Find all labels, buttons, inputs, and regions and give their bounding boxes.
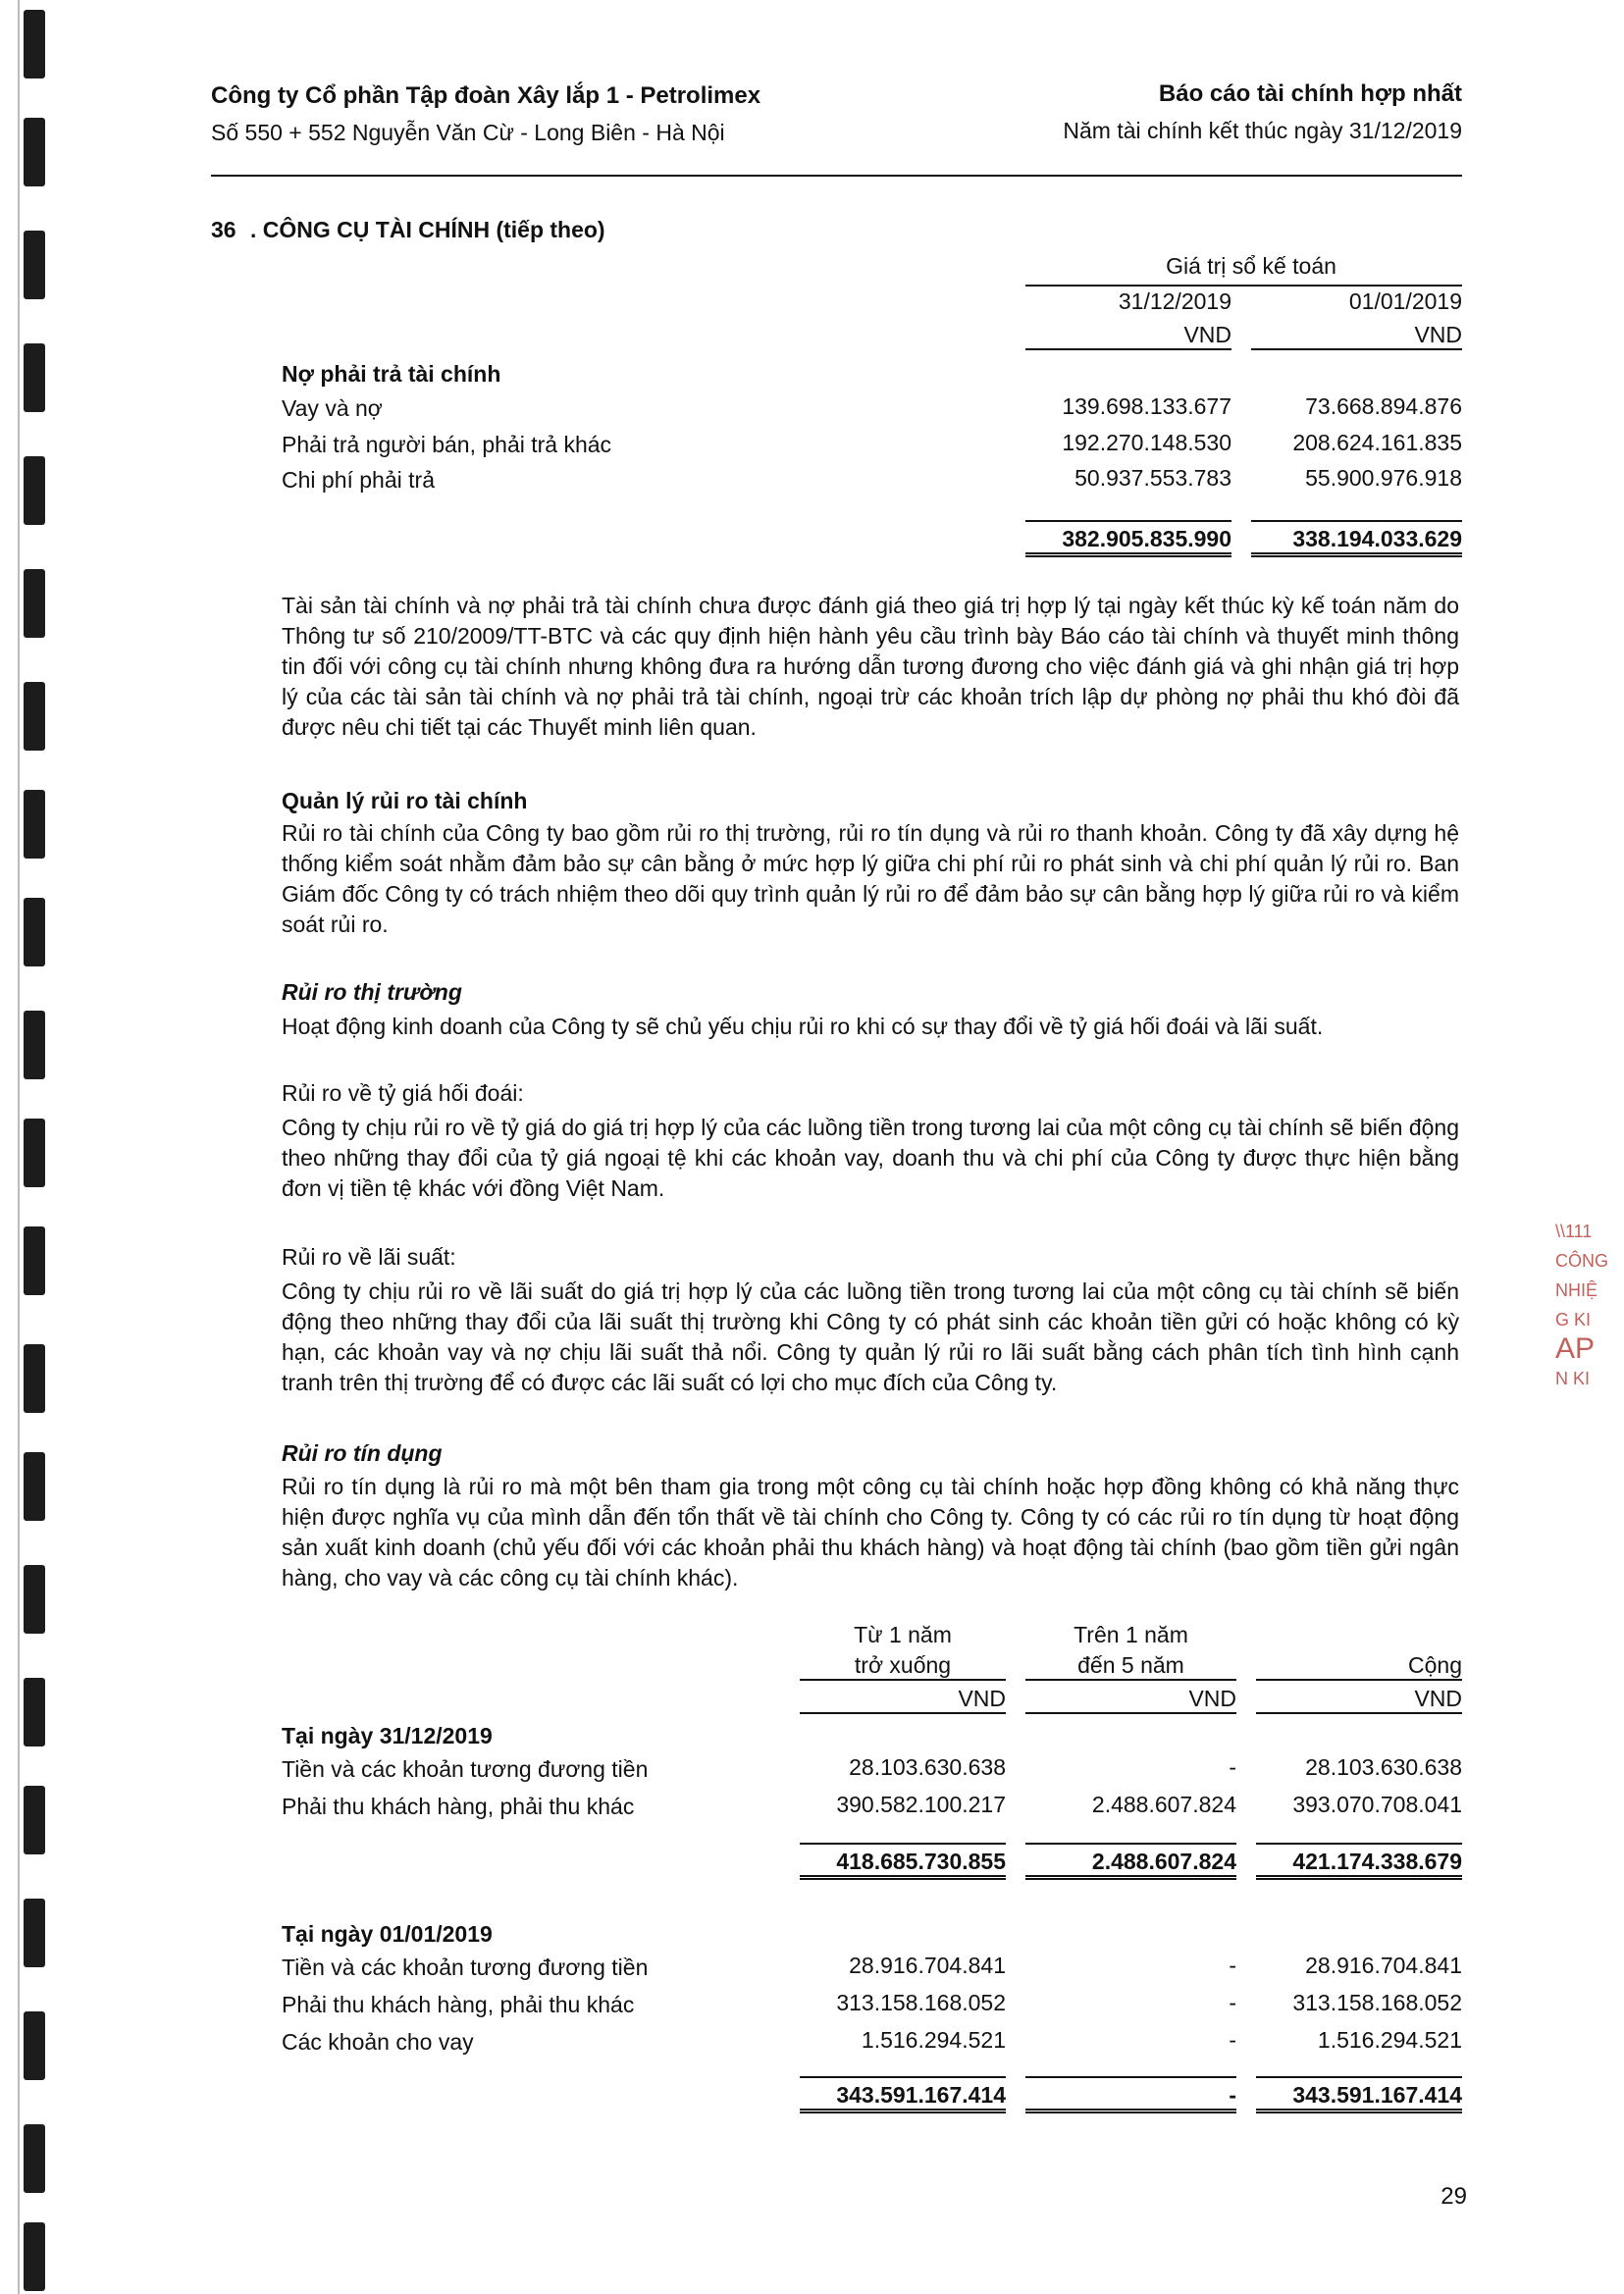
group-header-rule <box>1025 285 1462 287</box>
fx-risk-paragraph: Công ty chịu rủi ro về tỷ giá do giá trị hợp lý của các luồng tiền trong tương lai của một công cụ tài chính sẽ biến động theo những thay đổi của tỷ giá ngoại tệ khi các khoản vay, doanh thu và chi phí của Công ty được thực hiện bằng đơn vị tiền tệ khác với đồng Việt Nam. <box>282 1115 1459 1201</box>
binder-tab <box>24 1226 45 1295</box>
binder-tab <box>24 790 45 859</box>
binder-tab <box>24 1011 45 1079</box>
rate-risk-paragraph: Công ty chịu rủi ro về lãi suất do giá trị hợp lý của các luồng tiền trong tương lai của một công cụ tài chính sẽ biến động theo những thay đổi của lãi suất thị trường khi Công ty có phát sinh các khoản tiền gửi có hoặc không có kỳ hạn, các khoản vay và nợ chịu lãi suất thả nổi. Công ty quản lý rủi ro lãi suất bằng cách phân tích tình hình cạnh tranh trên thị trường để có được các lãi suất có lợi cho mục đích của Công ty. <box>282 1278 1459 1395</box>
binder-line <box>18 0 20 2294</box>
row-label: Phải trả người bán, phải trả khác <box>282 432 612 457</box>
col2-header-line2: đến 5 năm <box>1025 1652 1236 1681</box>
total-value: 421.174.338.679 <box>1256 1843 1462 1880</box>
total-value: 338.194.033.629 <box>1251 520 1462 557</box>
page-number: 29 <box>1441 2183 1467 2210</box>
company-address: Số 550 + 552 Nguyễn Văn Cừ - Long Biên - Hà Nội <box>211 120 725 145</box>
report-page <box>211 77 1462 2108</box>
market-risk-title: Rủi ro thị trường <box>282 979 462 1005</box>
row-value: 139.698.133.677 <box>1062 393 1231 419</box>
col1-header-line2: trở xuống <box>800 1652 1006 1681</box>
row-value: 390.582.100.217 <box>836 1792 1006 1817</box>
total-value: 343.591.167.414 <box>1256 2076 1462 2113</box>
block2-title: Tại ngày 01/01/2019 <box>282 1921 493 1947</box>
binder-tab <box>24 1786 45 1854</box>
binder-tab <box>24 898 45 966</box>
row-value: 1.516.294.521 <box>861 2027 1006 2053</box>
binder-tab <box>24 1899 45 1967</box>
binder-tab <box>24 231 45 299</box>
binder-tab <box>24 1344 45 1413</box>
binder-tab <box>24 569 45 638</box>
col-unit1: VND <box>1025 322 1231 350</box>
row-value: 192.270.148.530 <box>1062 430 1231 455</box>
fx-risk-title: Rủi ro về tỷ giá hối đoái: <box>282 1080 524 1106</box>
binder-strip <box>0 0 59 2294</box>
row-value: 313.158.168.052 <box>836 1990 1006 2015</box>
row-label: Tiền và các khoản tương đương tiền <box>282 1955 649 1980</box>
col2-header-line1: Trên 1 năm <box>1074 1622 1188 1647</box>
row-value: 55.900.976.918 <box>1305 465 1462 491</box>
col1-header-line1: Từ 1 năm <box>854 1622 952 1647</box>
section-number: 36 <box>211 217 236 242</box>
fair-value-paragraph: Tài sản tài chính và nợ phải trả tài chính chưa được đánh giá theo giá trị hợp lý tại ngày kết thúc kỳ kế toán năm do Thông tư số 210/2009/TT-BTC và các quy định hiện hành yêu cầu trình bày Báo cáo tài chính và thuyết minh thông tin đối với công cụ tài chính nhưng không đưa ra hướng dẫn tương đương cho việc đánh giá và ghi nhận giá trị hợp lý của các tài sản tài chính và nợ phải trả tài chính, ngoại trừ các khoản trích lập dự phòng nợ phải thu khó đòi đã được nêu chi tiết tại các Thuyết minh liên quan. <box>282 593 1459 740</box>
total-value: 2.488.607.824 <box>1025 1843 1236 1880</box>
col1-unit: VND <box>800 1686 1006 1714</box>
binder-tab <box>24 682 45 751</box>
row-label: Các khoản cho vay <box>282 2029 474 2055</box>
row-value: - <box>1229 1990 1236 2015</box>
group-header: Giá trị sổ kế toán <box>1166 253 1336 279</box>
section-title: . CÔNG CỤ TÀI CHÍNH (tiếp theo) <box>250 217 605 242</box>
row-value: 28.916.704.841 <box>1305 1953 1462 1978</box>
row-value: - <box>1229 1754 1236 1780</box>
col-header-date2: 01/01/2019 <box>1348 288 1462 314</box>
rate-risk-title: Rủi ro về lãi suất: <box>282 1244 456 1270</box>
col3-unit: VND <box>1256 1686 1462 1714</box>
row-value: 393.070.708.041 <box>1292 1792 1462 1817</box>
row-label: Chi phí phải trả <box>282 467 435 493</box>
row-value: - <box>1229 1953 1236 1978</box>
row-label: Vay và nợ <box>282 395 383 421</box>
total-value: 343.591.167.414 <box>800 2076 1006 2113</box>
company-stamp: \\111 CÔNG NHIỆ G KI AP N KI <box>1555 1222 1608 1388</box>
binder-tab <box>24 1452 45 1521</box>
row-value: 2.488.607.824 <box>1091 1792 1236 1817</box>
row-label: Phải thu khách hàng, phải thu khác <box>282 1992 635 2017</box>
page-header <box>211 77 1462 177</box>
row-value: 28.916.704.841 <box>849 1953 1006 1978</box>
row-label: Tiền và các khoản tương đương tiền <box>282 1756 649 1782</box>
binder-tab <box>24 343 45 412</box>
binder-tab <box>24 2124 45 2193</box>
binder-tab <box>24 2222 45 2291</box>
binder-tab <box>24 2011 45 2080</box>
company-name: Công ty Cổ phần Tập đoàn Xây lắp 1 - Petrolimex <box>211 82 761 109</box>
row-value: 1.516.294.521 <box>1317 2027 1462 2053</box>
fiscal-year: Năm tài chính kết thúc ngày 31/12/2019 <box>1063 118 1462 143</box>
total-value: 382.905.835.990 <box>1025 520 1231 557</box>
credit-risk-paragraph: Rủi ro tín dụng là rủi ro mà một bên tham gia trong một công cụ tài chính hoặc hợp đồng không có khả năng thực hiện được nghĩa vụ của mình dẫn đến tổn thất về tài chính cho Công ty. Công ty có các rủi ro tín dụng từ hoạt động sản xuất kinh doanh (chủ yếu đối với các khoản phải thu khách hàng) và hoạt động tài chính (bao gồm tiền gửi ngân hàng, cho vay và các công cụ tài chính khác). <box>282 1474 1459 1590</box>
row-value: - <box>1229 2027 1236 2053</box>
col3-header: Cộng <box>1256 1652 1462 1681</box>
block1-title: Tại ngày 31/12/2019 <box>282 1723 493 1748</box>
risk-mgmt-title: Quản lý rủi ro tài chính <box>282 788 528 813</box>
col2-unit: VND <box>1025 1686 1236 1714</box>
binder-tab <box>24 10 45 78</box>
row-value: 73.668.894.876 <box>1305 393 1462 419</box>
report-title: Báo cáo tài chính hợp nhất <box>1158 80 1462 107</box>
row-value: 50.937.553.783 <box>1074 465 1231 491</box>
binder-tab <box>24 1678 45 1747</box>
row-value: 313.158.168.052 <box>1292 1990 1462 2015</box>
row-value: 208.624.161.835 <box>1292 430 1462 455</box>
market-risk-paragraph: Hoạt động kinh doanh của Công ty sẽ chủ yếu chịu rủi ro khi có sự thay đổi về tỷ giá hối đoái và lãi suất. <box>282 1014 1324 1039</box>
total-value: 418.685.730.855 <box>800 1843 1006 1880</box>
liabilities-title: Nợ phải trả tài chính <box>282 361 501 387</box>
binder-tab <box>24 1565 45 1634</box>
col-unit2: VND <box>1251 322 1462 350</box>
col-header-date1: 31/12/2019 <box>1118 288 1231 314</box>
risk-mgmt-paragraph: Rủi ro tài chính của Công ty bao gồm rủi ro thị trường, rủi ro tín dụng và rủi ro thanh khoản. Công ty đã xây dựng hệ thống kiểm soát nhằm đảm bảo sự cân bằng ở mức hợp lý giữa chi phí rủi ro phát sinh và chi phí quản lý rủi ro. Ban Giám đốc Công ty có trách nhiệm theo dõi quy trình quản lý rủi ro để đảm bảo sự cân bằng hợp lý giữa rủi ro và kiểm soát rủi ro. <box>282 820 1459 937</box>
total-value: - <box>1025 2076 1236 2113</box>
binder-tab <box>24 456 45 525</box>
binder-tab <box>24 118 45 186</box>
row-value: 28.103.630.638 <box>1305 1754 1462 1780</box>
row-label: Phải thu khách hàng, phải thu khác <box>282 1794 635 1819</box>
binder-tab <box>24 1119 45 1187</box>
section-heading <box>211 217 605 243</box>
row-value: 28.103.630.638 <box>849 1754 1006 1780</box>
credit-risk-title: Rủi ro tín dụng <box>282 1440 443 1466</box>
